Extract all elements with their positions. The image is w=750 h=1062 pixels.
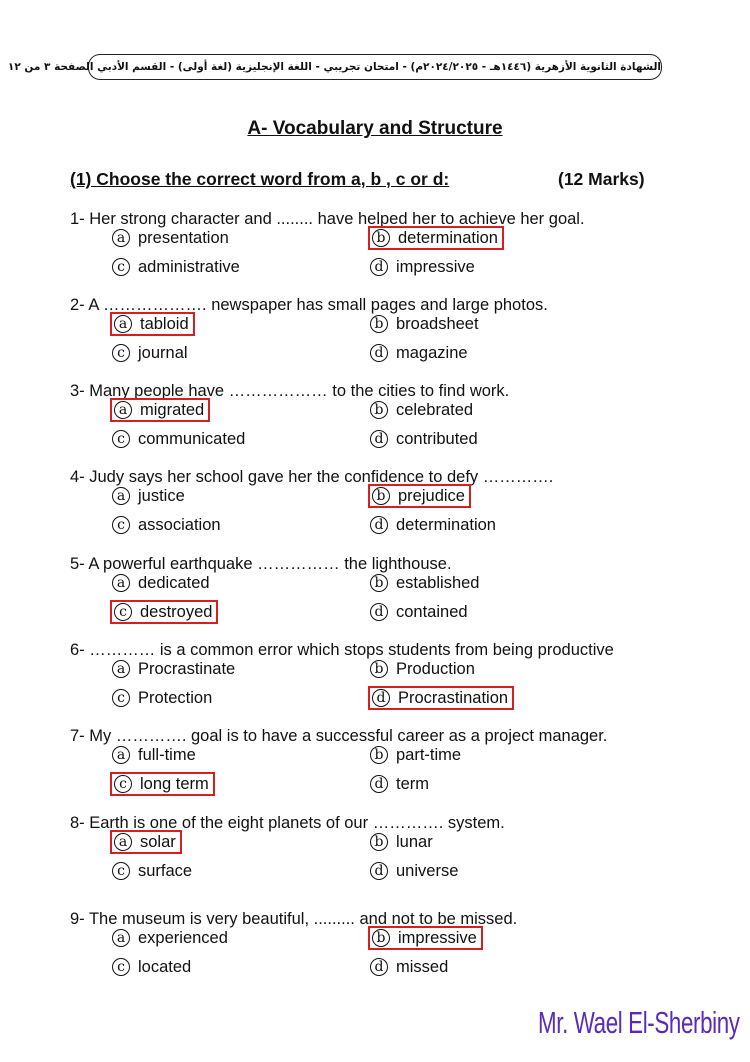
option-letter-b: b bbox=[370, 833, 388, 851]
option-label: determination bbox=[398, 228, 498, 247]
option-letter-d: d bbox=[370, 430, 388, 448]
option-label: solar bbox=[140, 832, 176, 851]
option-label: part-time bbox=[396, 745, 462, 764]
option-label: contributed bbox=[396, 429, 478, 448]
option-c[interactable] bbox=[110, 513, 225, 537]
option-b[interactable] bbox=[368, 312, 483, 336]
option-letter-b: b bbox=[372, 929, 390, 947]
option-b-correct-answer[interactable] bbox=[368, 926, 483, 950]
option-a-correct-answer[interactable] bbox=[110, 398, 210, 422]
section-title: A- Vocabulary and Structure bbox=[247, 118, 503, 139]
option-c[interactable] bbox=[110, 686, 216, 710]
option-letter-b: b bbox=[370, 315, 388, 333]
option-label: missed bbox=[396, 957, 449, 976]
option-d[interactable] bbox=[368, 772, 433, 796]
option-letter-b: b bbox=[370, 660, 388, 678]
question-2 bbox=[70, 296, 690, 386]
question-1 bbox=[70, 210, 690, 300]
option-label: broadsheet bbox=[396, 314, 479, 333]
option-label: magazine bbox=[396, 343, 468, 362]
question-8 bbox=[70, 814, 690, 904]
option-letter-a: a bbox=[112, 574, 130, 592]
option-letter-b: b bbox=[370, 746, 388, 764]
option-letter-d: d bbox=[370, 862, 388, 880]
option-label: full-time bbox=[138, 745, 196, 764]
question-text: 9- The museum is very beautiful, ......... and not to be missed. bbox=[70, 910, 518, 928]
option-d[interactable] bbox=[368, 513, 500, 537]
option-label: impressive bbox=[396, 257, 475, 276]
option-label: Procrastinate bbox=[138, 659, 236, 678]
question-text: 4- Judy says her school gave her the confidence to defy …………. bbox=[70, 468, 554, 486]
option-letter-d: d bbox=[370, 958, 388, 976]
option-b[interactable] bbox=[368, 571, 483, 595]
option-letter-d: d bbox=[370, 603, 388, 621]
option-label: journal bbox=[138, 343, 188, 362]
option-a[interactable] bbox=[110, 226, 233, 250]
option-d[interactable] bbox=[368, 341, 472, 365]
option-a[interactable] bbox=[110, 571, 214, 595]
option-letter-a: a bbox=[112, 487, 130, 505]
option-label: prejudice bbox=[398, 486, 465, 505]
question-text: 5- A powerful earthquake …………… the lighthouse. bbox=[70, 555, 452, 573]
option-letter-b: b bbox=[372, 487, 390, 505]
option-label: association bbox=[138, 515, 221, 534]
option-b[interactable] bbox=[368, 743, 465, 767]
option-a[interactable] bbox=[110, 657, 239, 681]
author-signature: Mr. Wael El-Sherbiny bbox=[538, 1005, 740, 1040]
option-letter-c: c bbox=[112, 516, 130, 534]
option-b-correct-answer[interactable] bbox=[368, 226, 504, 250]
option-letter-a: a bbox=[114, 315, 132, 333]
option-letter-c: c bbox=[112, 430, 130, 448]
option-label: surface bbox=[138, 861, 193, 880]
option-d[interactable] bbox=[368, 859, 462, 883]
option-label: impressive bbox=[398, 928, 477, 947]
option-label: universe bbox=[396, 861, 459, 880]
option-label: destroyed bbox=[140, 602, 213, 621]
option-label: long term bbox=[140, 774, 209, 793]
option-a-correct-answer[interactable] bbox=[110, 830, 182, 854]
option-c[interactable] bbox=[110, 341, 192, 365]
option-letter-d: d bbox=[372, 689, 390, 707]
option-c-correct-answer[interactable] bbox=[110, 772, 215, 796]
option-letter-a: a bbox=[112, 746, 130, 764]
option-letter-d: d bbox=[370, 344, 388, 362]
option-letter-c: c bbox=[114, 603, 132, 621]
option-letter-c: c bbox=[112, 258, 130, 276]
option-letter-b: b bbox=[370, 401, 388, 419]
option-c-correct-answer[interactable] bbox=[110, 600, 218, 624]
option-letter-c: c bbox=[112, 958, 130, 976]
option-label: justice bbox=[138, 486, 185, 505]
option-label: lunar bbox=[396, 832, 433, 851]
option-b[interactable] bbox=[368, 657, 479, 681]
marks-label: (12 Marks) bbox=[558, 169, 645, 189]
option-letter-b: b bbox=[372, 229, 390, 247]
question-6 bbox=[70, 641, 690, 731]
option-label: presentation bbox=[138, 228, 229, 247]
option-label: experienced bbox=[138, 928, 228, 947]
option-label: established bbox=[396, 573, 480, 592]
option-label: migrated bbox=[140, 400, 205, 419]
option-label: communicated bbox=[138, 429, 246, 448]
question-text: 2- A ………………. newspaper has small pages and large photos. bbox=[70, 296, 548, 314]
question-4 bbox=[70, 468, 690, 558]
option-a[interactable] bbox=[110, 743, 200, 767]
page-header bbox=[7, 54, 662, 80]
option-a[interactable] bbox=[110, 926, 232, 950]
option-label: contained bbox=[396, 602, 468, 621]
option-c[interactable] bbox=[110, 955, 195, 979]
option-letter-a: a bbox=[114, 401, 132, 419]
option-a[interactable] bbox=[110, 484, 189, 508]
option-c[interactable] bbox=[110, 255, 244, 279]
option-letter-b: b bbox=[370, 574, 388, 592]
question-3 bbox=[70, 382, 690, 472]
option-label: dedicated bbox=[138, 573, 210, 592]
option-d-correct-answer[interactable] bbox=[368, 686, 514, 710]
option-c[interactable] bbox=[110, 427, 249, 451]
option-label: celebrated bbox=[396, 400, 474, 419]
option-label: term bbox=[396, 774, 429, 793]
instruction: (1) Choose the correct word from a, b , c or d: bbox=[70, 169, 450, 189]
option-letter-a: a bbox=[114, 833, 132, 851]
option-label: located bbox=[138, 957, 192, 976]
option-b[interactable] bbox=[368, 398, 477, 422]
option-letter-d: d bbox=[370, 258, 388, 276]
question-text: 6- ………… is a common error which stops students from being productive bbox=[70, 641, 614, 659]
question-text: 3- Many people have ……………… to the cities to find work. bbox=[70, 382, 510, 400]
question-text: 1- Her strong character and ........ have helped her to achieve her goal. bbox=[70, 210, 585, 228]
option-label: administrative bbox=[138, 257, 240, 276]
question-9 bbox=[70, 910, 690, 1000]
header-text: الشهادة الثانوية الأزهرية (١٤٤٦هـ - ٢٠٢٤/٢٠٢٥م) - امتحان تجريبي - اللغة الإنجليزية (لغة أولى) - القسم الأدبي الصفحة ٣ من ١٢ bbox=[7, 61, 661, 73]
option-label: determination bbox=[396, 515, 496, 534]
option-label: Procrastination bbox=[398, 688, 509, 707]
option-d[interactable] bbox=[368, 955, 452, 979]
option-d[interactable] bbox=[368, 427, 482, 451]
option-letter-a: a bbox=[112, 229, 130, 247]
option-label: tabloid bbox=[140, 314, 189, 333]
option-letter-c: c bbox=[112, 344, 130, 362]
option-letter-a: a bbox=[112, 660, 130, 678]
option-label: Protection bbox=[138, 688, 213, 707]
option-letter-d: d bbox=[370, 516, 388, 534]
question-text: 8- Earth is one of the eight planets of our …………. system. bbox=[70, 814, 505, 832]
question-text: 7- My …………. goal is to have a successful career as a project manager. bbox=[70, 727, 608, 745]
option-label: Production bbox=[396, 659, 475, 678]
option-letter-a: a bbox=[112, 929, 130, 947]
option-letter-d: d bbox=[370, 775, 388, 793]
option-c[interactable] bbox=[110, 859, 196, 883]
option-a-correct-answer[interactable] bbox=[110, 312, 195, 336]
question-5 bbox=[70, 555, 690, 645]
option-letter-c: c bbox=[114, 775, 132, 793]
option-d[interactable] bbox=[368, 600, 472, 624]
option-letter-c: c bbox=[112, 689, 130, 707]
option-d[interactable] bbox=[368, 255, 479, 279]
option-b[interactable] bbox=[368, 830, 437, 854]
option-b-correct-answer[interactable] bbox=[368, 484, 471, 508]
option-letter-c: c bbox=[112, 862, 130, 880]
question-7 bbox=[70, 727, 690, 817]
